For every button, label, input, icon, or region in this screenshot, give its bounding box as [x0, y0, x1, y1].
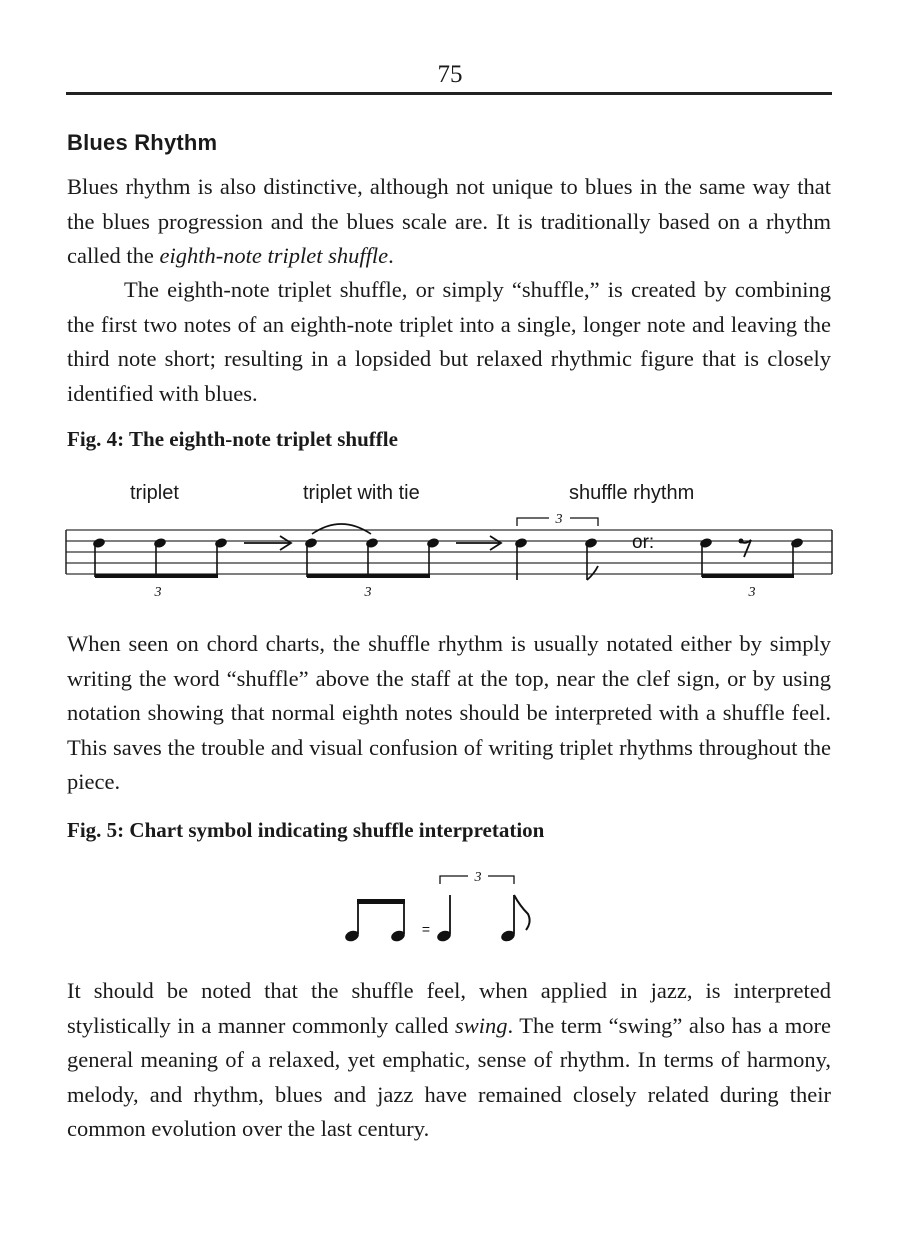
figure-label-triplet-with-tie: triplet with tie — [303, 482, 420, 504]
tie — [312, 524, 371, 534]
page-number: 75 — [437, 61, 463, 88]
figure-label-triplet: triplet — [130, 482, 179, 504]
beam — [95, 574, 218, 578]
note-head — [344, 929, 361, 943]
equals-sign: = — [421, 921, 431, 937]
note-head — [390, 929, 407, 943]
note-head — [500, 929, 517, 943]
beam — [357, 899, 405, 904]
paragraph-chord-charts: When seen on chord charts, the shuffle rhythm is usually notated either by simply writing the word “shuffle” above the staff at the top, near the clef sign, or by using notation showing that normal eighth notes should be interpreted with a shuffle feel. This saves the trouble and visual confusion of writing triplet rhythms throughout the piece. — [67, 631, 831, 794]
tuplet-number: 3 — [154, 585, 162, 600]
or-label: or: — [632, 532, 655, 553]
note-head — [699, 537, 713, 549]
triplet-with-tie-group — [304, 524, 440, 578]
paragraph-swing — [67, 974, 831, 1147]
figure-5-caption: Fig. 5: Chart symbol indicating shuffle interpretation — [67, 818, 545, 842]
note-head — [436, 929, 453, 943]
note-head — [92, 537, 106, 549]
triplet-with-rest-group — [699, 537, 804, 578]
emphasized-term: swing — [454, 1012, 508, 1038]
note-head — [153, 537, 167, 549]
tuplet-number: 3 — [364, 585, 372, 600]
note-head — [365, 537, 379, 549]
beam — [307, 574, 430, 578]
tuplet-number: 3 — [748, 585, 756, 600]
arrow-icon — [244, 536, 291, 550]
paragraph-text: It should be noted that the shuffle feel, when applied in jazz, is interpreted stylistically in a manner commonly called — [67, 978, 831, 1038]
figure-label-shuffle-rhythm: shuffle rhythm — [569, 482, 695, 504]
header-rule — [66, 92, 832, 95]
flag — [587, 566, 598, 580]
emphasized-term: eighth-note triplet shuffle — [159, 243, 389, 268]
figure-4-caption: Fig. 4: The eighth-note triplet shuffle — [67, 427, 398, 451]
figure-5-notation — [344, 876, 530, 943]
beam — [702, 574, 794, 578]
note-head — [584, 537, 598, 549]
triplet-group — [92, 537, 228, 578]
flag — [514, 895, 530, 930]
paragraph-blues-rhythm — [67, 170, 831, 274]
paragraph-text: . The term “swing” also has a more general meaning of a relaxed, yet emphatic, sense of rhythm. In terms of harmony, melody, and rhythm, blues and jazz have remained closely related during their common evolution over the last century. — [67, 1012, 831, 1141]
note-head — [426, 537, 440, 549]
note-head — [514, 537, 528, 549]
tuplet-number: 3 — [474, 870, 482, 885]
section-heading: Blues Rhythm — [67, 130, 218, 155]
paragraph-text: . — [388, 243, 394, 268]
staff-lines — [66, 530, 832, 574]
note-head — [214, 537, 228, 549]
paragraph-text: Blues rhythm is also distinctive, although not unique to blues in the same way that the blues progression and the blues scale are. It is traditionally based on a rhythm called the — [67, 174, 831, 268]
arrow-icon — [456, 536, 501, 550]
note-head — [304, 537, 318, 549]
shuffle-rhythm-group — [514, 518, 598, 580]
eighth-rest — [740, 540, 751, 557]
note-head — [790, 537, 804, 549]
paragraph-shuffle-definition: The eighth-note triplet shuffle, or simply “shuffle,” is created by combining the first two notes of an eighth-note triplet into a single, longer note and leaving the third note short; resulting in a lopsided but relaxed rhythmic figure that is closely identified with blues. — [67, 277, 831, 406]
tuplet-number: 3 — [555, 512, 563, 527]
